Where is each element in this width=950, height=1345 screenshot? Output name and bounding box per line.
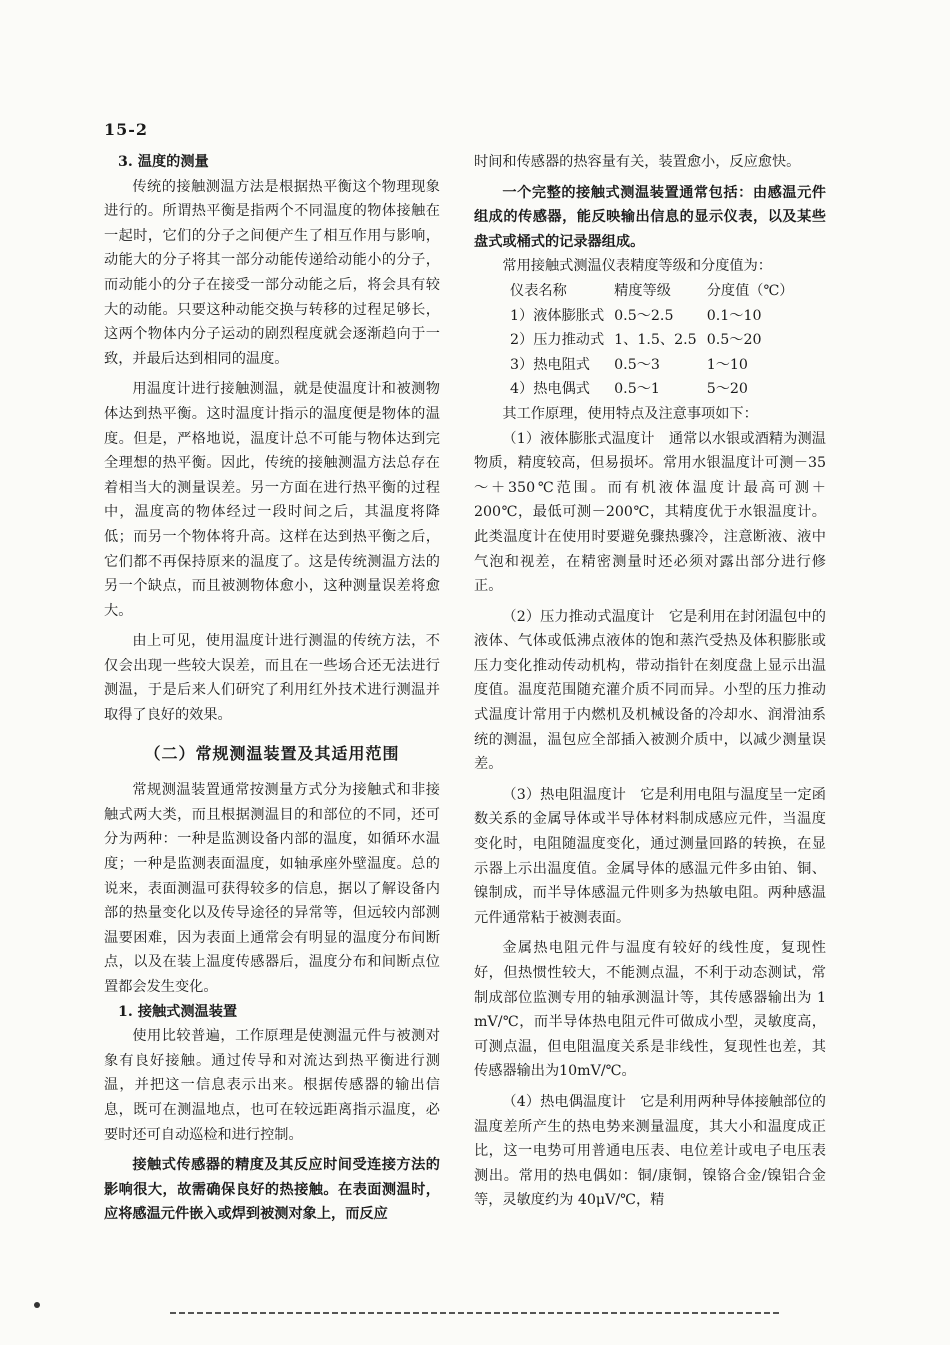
table-cell: 4）热电偶式 <box>510 381 590 398</box>
table-header-row <box>510 279 804 304</box>
table-intro: 常用接触式测温仪表精度等级和分度值为： <box>502 258 772 275</box>
table-cell: 0.5～3 <box>614 356 660 373</box>
scan-mark <box>34 1302 40 1308</box>
table-cell: 3）热电阻式 <box>510 356 590 373</box>
table-row <box>510 353 804 378</box>
paragraph-pressure-thermometer: （2）压力推动式温度计 它是利用在封闭温包中的液体、气体或低沸点液体的饱和蒸汽受热及体积膨胀或压力变化推动传动机构，带动指针在刻度盘上显示出温度值。温度范围随充灌介质不同而异。小型的压力推动式温度计常用于内燃机及机械设备的冷却水、润滑油系统的测温，温包应全部插入被测介质中，以减少测量误差。 <box>474 608 826 773</box>
paragraph-heat-balance: 传统的接触测温方法是根据热平衡这个物理现象进行的。所谓热平衡是指两个不同温度的物体接触在一起时，它们的分子之间便产生了相互作用与影响，动能大的分子将其一部分动能传递给动能小的分子，而动能小的分子在接受一部分动能之后，将会具有较大的动能。只要这种动能交换与转移的过程足够长，这两个物体内分子运动的剧烈程度就会逐渐趋向于一致，并最后达到相同的温度。 <box>104 178 440 367</box>
paragraph-resistance-thermometer: （3）热电阻温度计 它是利用电阻与温度呈一定函数关系的金属导体或半导体材料制成感应元件，当温度变化时，电阻随温度变化，通过测量回路的转换，在显示器上示出温度值。金属导体的感温元件多由铂、铜、镍制成，而半导体感温元件则多为热敏电阻。两种感温元件通常粘于被测表面。 <box>474 786 826 926</box>
table-cell: 0.5～1 <box>614 381 660 398</box>
left-column <box>104 150 440 1227</box>
paragraph-thermocouple: （4）热电偶温度计 它是利用两种导体接触部位的温度差所产生的热电势来测量温度，其大小和温度成正比，这一电势可用普通电压表、电位差计或电子电压表测出。常用的热电偶如：铜/康铜，镍铬合金/镍铝合金等，灵敏度约为 40μV/℃，精 <box>474 1093 826 1209</box>
table-cell: 1）液体膨胀式 <box>510 307 605 324</box>
table-cell: 5～20 <box>706 381 748 398</box>
table-row <box>510 377 804 402</box>
table-cell: 2）压力推动式 <box>510 332 605 349</box>
paragraph-continuation: 时间和传感器的热容量有关，装置愈小，反应愈快。 <box>474 154 801 170</box>
paragraph-conclusion: 由上可见，使用温度计进行测温的传统方法，不仅会出现一些较大误差，而且在一些场合还无法进行测温，于是后来人们研究了利用红外技术进行测温并取得了良好的效果。 <box>104 633 440 724</box>
table-header: 仪表名称 <box>510 282 567 299</box>
paragraph-complete-device: 一个完整的接触式测温装置通常包括：由感温元件组成的传感器，能反映输出信息的显示仪表，以及某些盘式或桶式的记录器组成。 <box>474 184 826 250</box>
paragraph-thermometer-contact: 用温度计进行接触测温，就是使温度计和被测物体达到热平衡。这时温度计指示的温度便是物体的温度。但是，严格地说，温度计总不可能与物体达到完全理想的热平衡。因此，传统的接触测温方法总存在着相当大的测量误差。另一方面在进行热平衡的过程中，温度高的物体经过一段时间之后，其温度将降低；而另一个物体将升高。这样在达到热平衡之后，它们都不再保持原来的温度了。这是传统测温方法的另一个缺点，而且被测物体愈小，这种测量误差将愈大。 <box>104 381 440 619</box>
table-cell: 0.5～2.5 <box>614 307 674 324</box>
paragraph-sensor-accuracy: 接触式传感器的精度及其反应时间受连接方法的影响很大，故需确保良好的热接触。在表面测温时，应将感温元件嵌入或焊到被测对象上，而反应 <box>104 1157 440 1223</box>
table-header: 精度等级 <box>614 282 671 299</box>
page-number: 15-2 <box>104 120 149 139</box>
paragraph-contact-principle: 使用比较普遍，工作原理是使测温元件与被测对象有良好接触。通过传导和对流达到热平衡进行测温，并把这一信息表示出来。根据传感器的输出信息，既可在测温地点，也可在较远距离指示温度，必要时还可自动巡检和进行控制。 <box>104 1028 440 1143</box>
table-cell: 1、1.5、2.5 <box>614 332 697 349</box>
accuracy-table <box>510 279 804 402</box>
paragraph-liquid-expansion: （1）液体膨胀式温度计 通常以水银或酒精为测温物质，精度较高，但易损坏。常用水银温度计可测－35～＋350℃范围。而有机液体温度计最高可测＋200℃，最低可测－200℃，其精度优于水银温度计。此类温度计在使用时要避免骤热骤冷，注意断液、液中气泡和视差，在精密测量时还必须对露出部分进行修正。 <box>474 430 826 595</box>
paragraph-principle-intro: 其工作原理，使用特点及注意事项如下： <box>502 405 758 422</box>
paragraph-metal-resistance: 金属热电阻元件与温度有较好的线性度，复现性好，但热惯性较大，不能测点温，不利于动态测试，常制成部位监测专用的轴承测温计等，其传感器输出为 1 mV/℃，而半导体热电阻元件可做成小型，灵敏度高，可测点温，但电阻温度关系是非线性，复现性也差，其传感器输出为10mV/℃。 <box>474 940 826 1080</box>
footer-rule <box>170 1312 780 1314</box>
section-2-heading: （二）常规测温装置及其适用范围 <box>144 743 400 763</box>
table-row <box>510 328 804 353</box>
subsection-1-heading: 1. 接触式测温装置 <box>118 1003 238 1020</box>
table-header: 分度值（℃） <box>706 282 794 299</box>
section-3-heading: 3. 温度的测量 <box>118 154 209 170</box>
table-row <box>510 304 804 329</box>
paragraph-conventional-devices: 常规测温装置通常按测量方式分为接触式和非接触式两大类，而且根据测温目的和部位的不同，还可分为两种：一种是监测设备内部的温度，如循环水温度；一种是监测表面温度，如轴承座外壁温度。总的说来，表面测温可获得较多的信息，据以了解设备内部的热量变化以及传导途径的异常等，但远较内部测温要困难，因为表面上通常会有明显的温度分布间断点，以及在装上温度传感器后，温度分布和间断点位置都会发生变化。 <box>104 782 440 995</box>
table-cell: 0.1～10 <box>706 307 762 324</box>
table-cell: 1～10 <box>706 356 748 373</box>
table-cell: 0.5～20 <box>706 332 762 349</box>
right-column <box>474 150 826 1213</box>
